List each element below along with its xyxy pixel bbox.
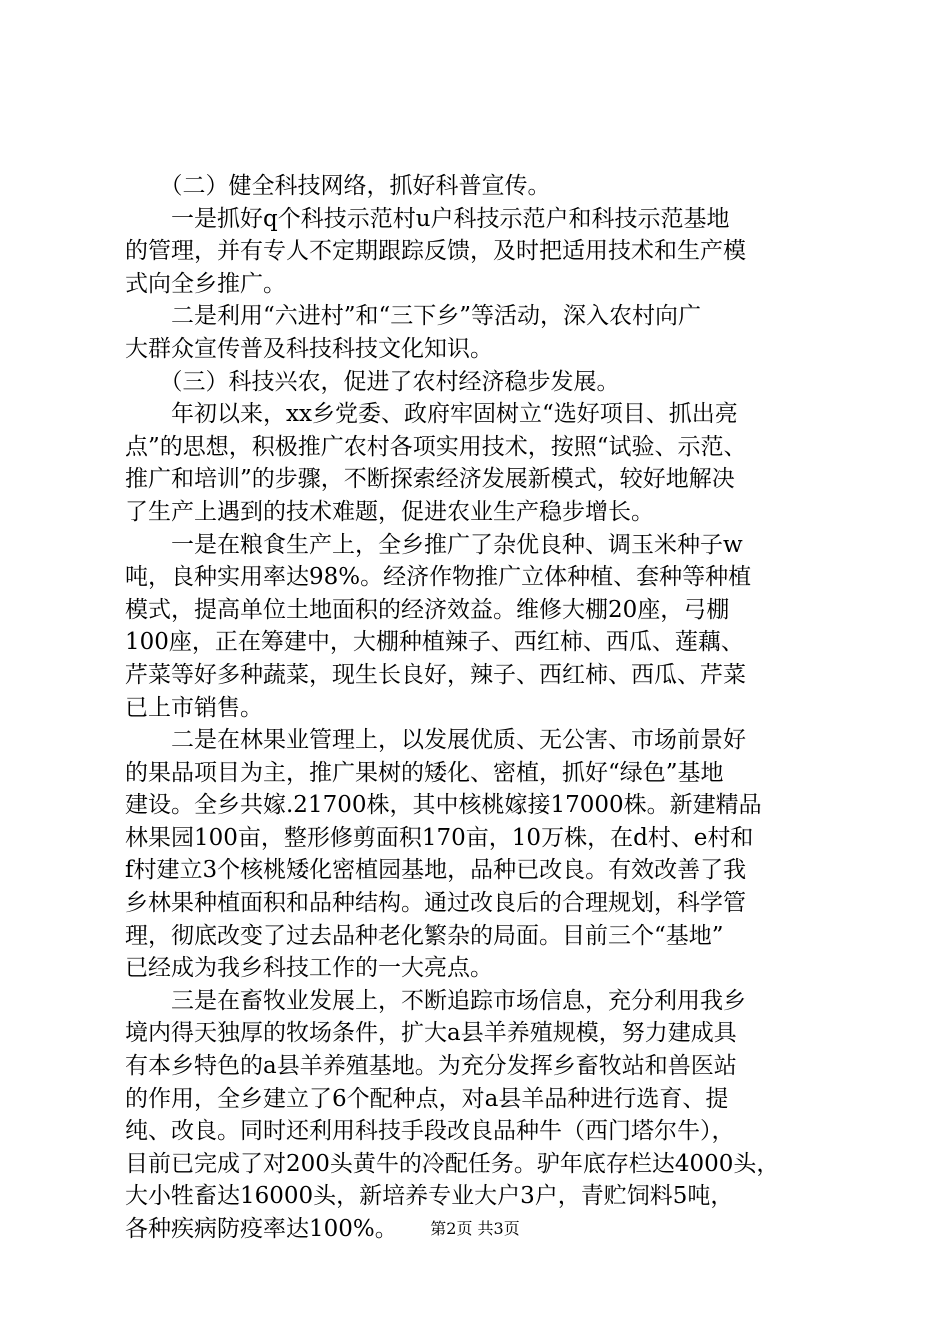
text-line: 二是在林果业管理上，以发展优质、无公害、市场前景好 bbox=[125, 727, 746, 754]
text-line: 大小牲畜达16000头，新培养专业大户3户，青贮饲料5吨， bbox=[125, 1183, 734, 1210]
text-line: 推广和培训”的步骤，不断探索经济发展新模式，较好地解决 bbox=[125, 466, 735, 493]
text-line: 的果品项目为主，推广果树的矮化、密植，抓好“绿色”基地 bbox=[125, 759, 724, 786]
text-line: 的作用，全乡建立了6个配种点，对a县羊品种进行选育、提 bbox=[125, 1085, 729, 1112]
text-line: 式向全乡推广。 bbox=[125, 270, 286, 297]
text-line: 理，彻底改变了过去品种老化繁杂的局面。目前三个“基地” bbox=[125, 922, 724, 949]
text-line: 吨，良种实用率达98%。经济作物推广立体种植、套种等种植 bbox=[125, 564, 752, 591]
text-line: 芹菜等好多种蔬菜，现生长良好，辣子、西红柿、西瓜、芹菜 bbox=[125, 661, 746, 688]
text-line: 了生产上遇到的技术难题，促进农业生产稳步增长。 bbox=[125, 498, 654, 525]
text-line: 点”的思想，积极推广农村各项实用技术，按照“试验、示范、 bbox=[125, 433, 747, 460]
text-line: f村建立3个核桃矮化密植园基地，品种已改良。有效改善了我 bbox=[125, 857, 747, 884]
text-line: （三）科技兴农，促进了农村经济稳步发展。 bbox=[125, 368, 620, 395]
text-line: 的管理，并有专人不定期跟踪反馈，及时把适用技术和生产模 bbox=[125, 238, 746, 265]
text-line: 大群众宣传普及科技科技文化知识。 bbox=[125, 335, 493, 362]
body-text bbox=[125, 170, 825, 1246]
text-line: 一是在粮食生产上，全乡推广了杂优良种、调玉米种子w bbox=[125, 531, 743, 558]
text-line: 建设。全乡共嫁.21700株，其中核桃嫁接17000株。新建精品 bbox=[125, 792, 762, 819]
text-line: 各种疾病防疫率达100%。 bbox=[125, 1216, 398, 1242]
text-line: 林果园100亩，整形修剪面积170亩，10万株，在d村、e村和 bbox=[125, 824, 754, 851]
text-line: （二）健全科技网络，抓好科普宣传。 bbox=[125, 173, 551, 199]
text-line: 目前已完成了对200头黄牛的冷配任务。驴年底存栏达4000头， bbox=[125, 1150, 780, 1177]
text-line: 乡林果种植面积和品种结构。通过改良后的合理规划，科学管 bbox=[125, 890, 746, 917]
text-line: 模式，提高单位土地面积的经济效益。维修大棚20座，弓棚 bbox=[125, 596, 730, 623]
text-line: 100座，正在筹建中，大棚种植辣子、西红柿、西瓜、莲藕、 bbox=[125, 629, 744, 656]
text-line: 已经成为我乡科技工作的一大亮点。 bbox=[125, 955, 493, 982]
text-line: 二是利用“六进村”和“三下乡”等活动，深入农村向广 bbox=[125, 303, 702, 330]
text-line: 年初以来，xx乡党委、政府牢固树立“选好项目、抓出亮 bbox=[125, 401, 738, 428]
text-line: 三是在畜牧业发展上，不断追踪市场信息，充分利用我乡 bbox=[125, 987, 746, 1014]
text-line: 一是抓好q个科技示范村u户科技示范户和科技示范基地 bbox=[125, 205, 730, 232]
text-line: 有本乡特色的a县羊养殖基地。为充分发挥乡畜牧站和兽医站 bbox=[125, 1053, 737, 1080]
text-line: 纯、改良。同时还利用科技手段改良品种牛（西门塔尔牛）， bbox=[125, 1118, 735, 1145]
text-line: 已上市销售。 bbox=[125, 694, 263, 721]
page-footer: 第2页 共3页 bbox=[430, 1219, 520, 1238]
text-line: 境内得天独厚的牧场条件，扩大a县羊养殖规模，努力建成具 bbox=[125, 1020, 737, 1047]
